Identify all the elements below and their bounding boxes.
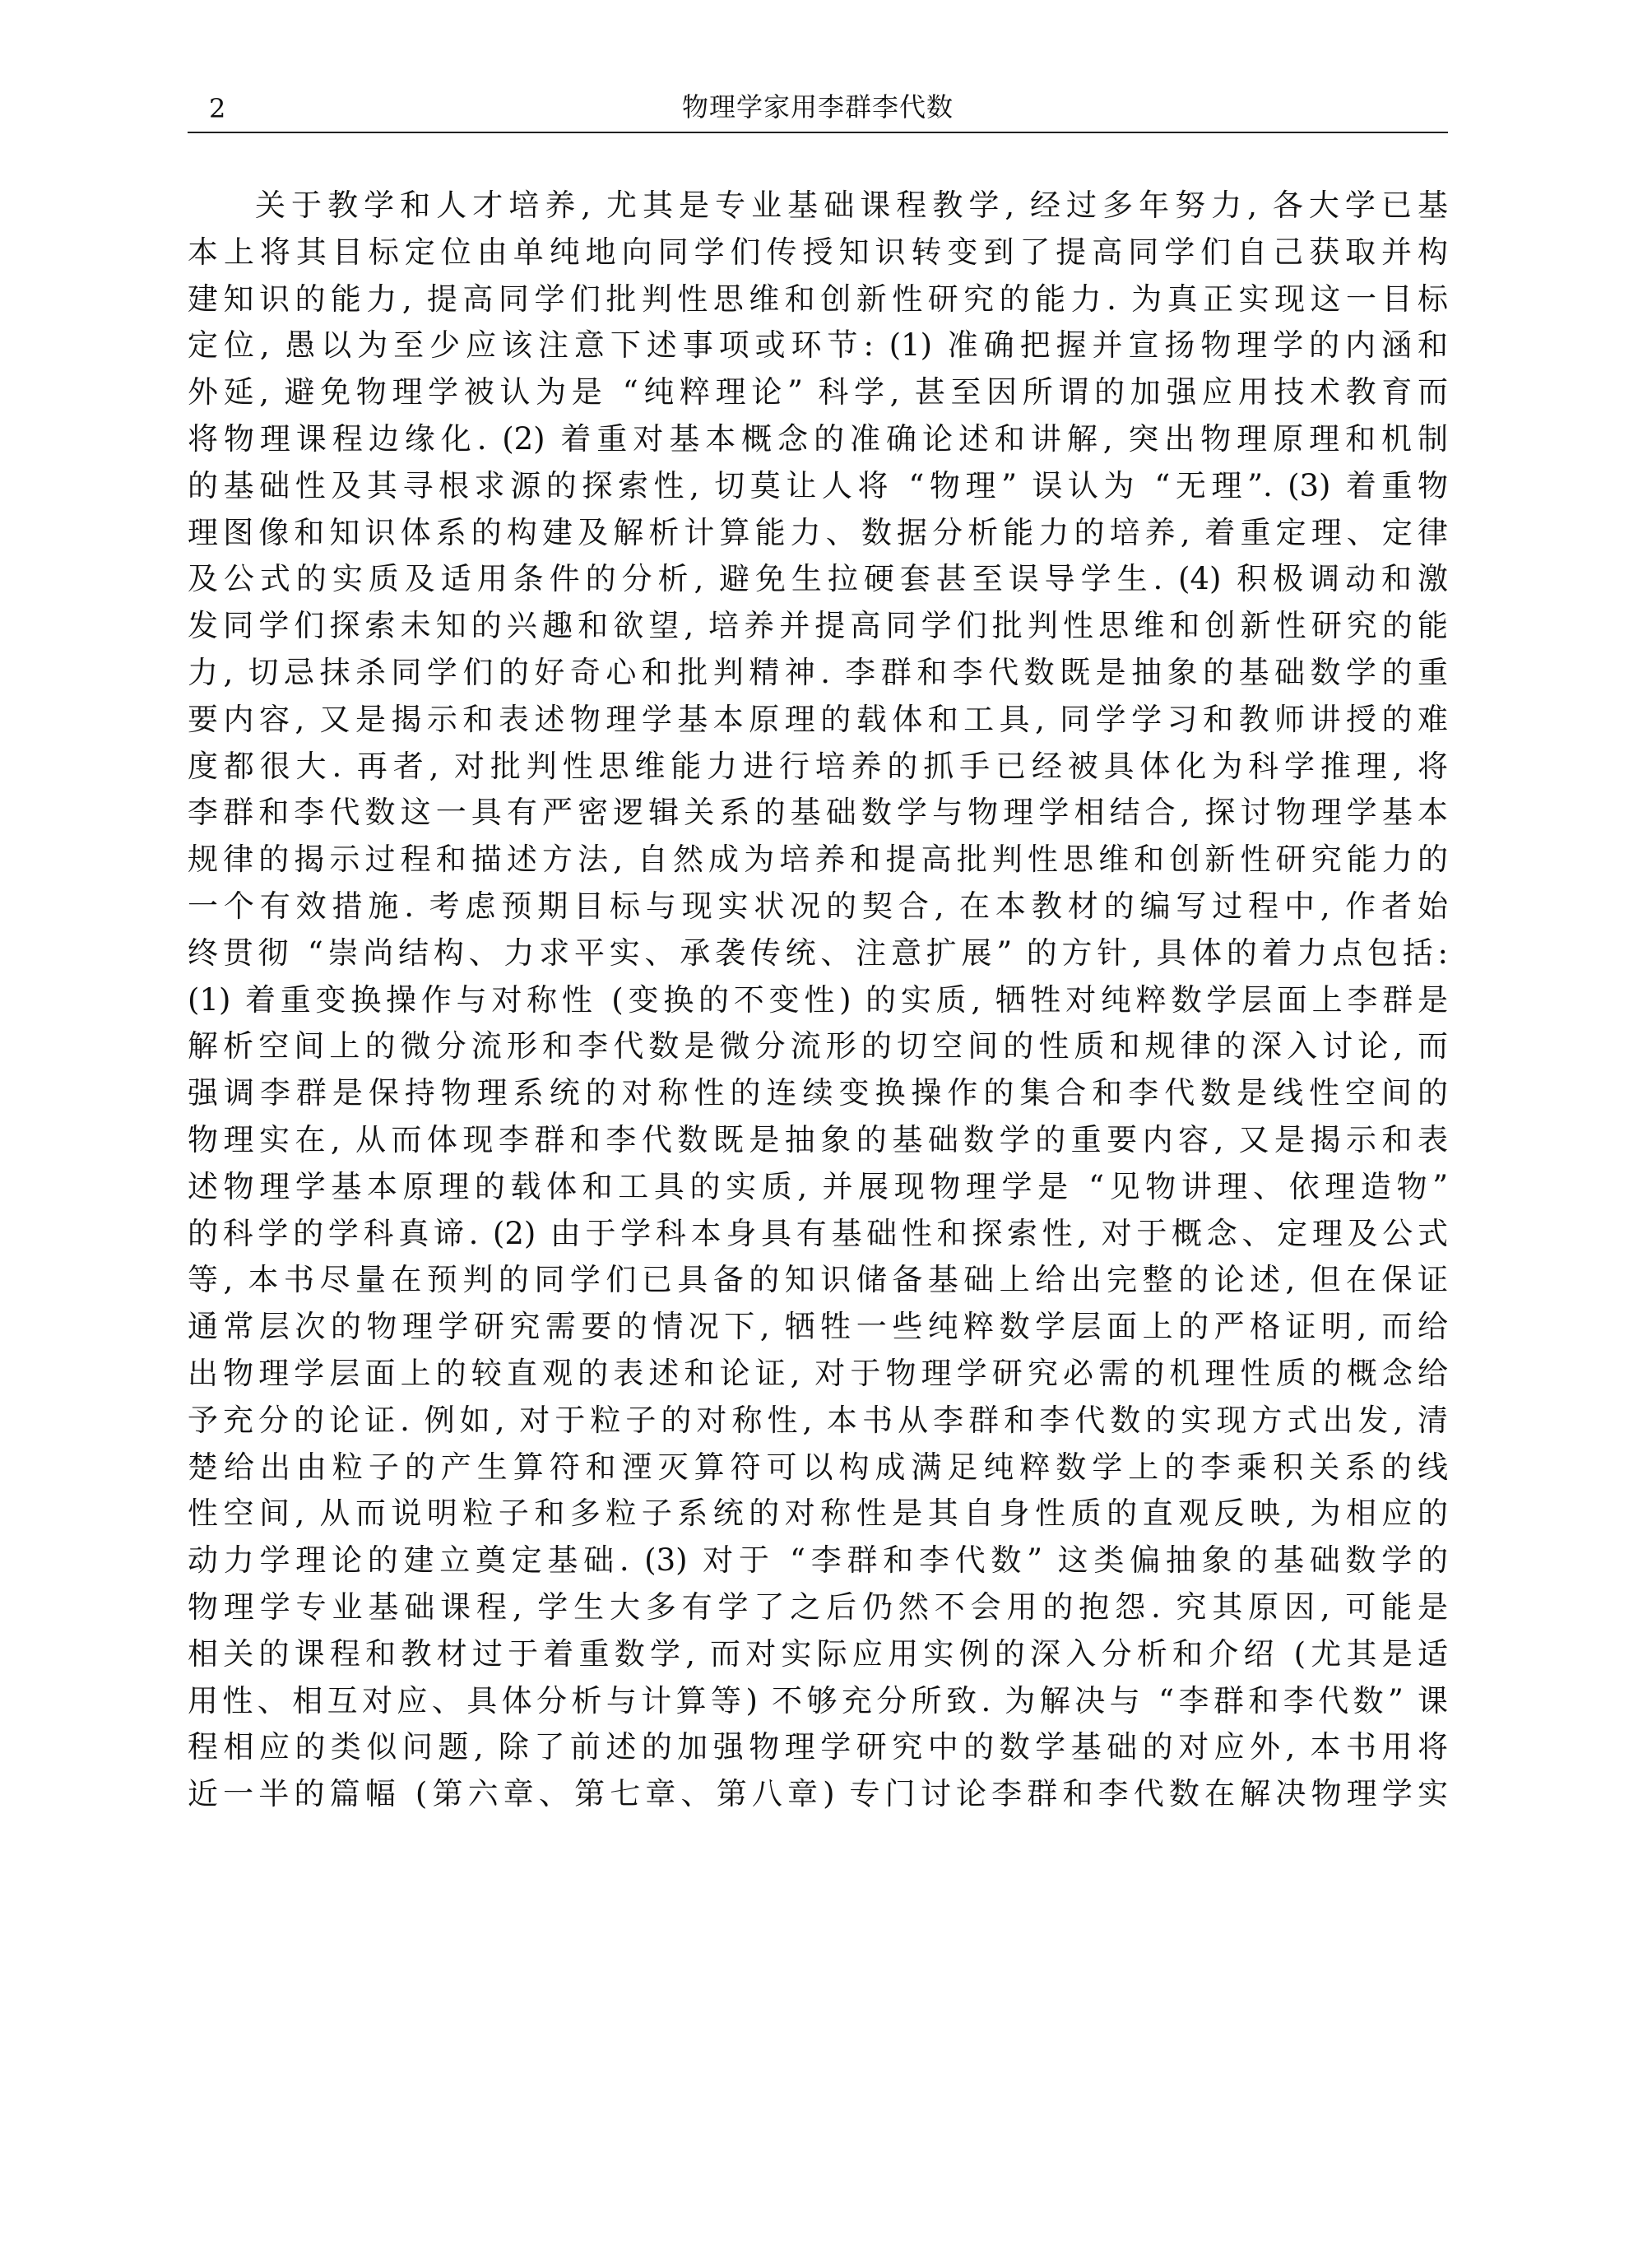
body-line: 关于教学和人才培养, 尤其是专业基础课程教学, 经过多年努力, 各大学已基 [255,188,1448,223]
body-line: 规律的揭示过程和描述方法, 自然成为培养和提高批判性思维和创新性研究能力的 [188,842,1448,878]
body-paragraph [188,183,1448,1818]
body-line: 及公式的实质及适用条件的分析, 避免生拉硬套甚至误导学生. (4) 积极调动和激 [188,561,1448,597]
body-line: 出物理学层面上的较直观的表述和论证, 对于物理学研究必需的机理性质的概念给 [188,1355,1448,1391]
body-line: 楚给出由粒子的产生算符和湮灭算符可以构成满足纯粹数学上的李乘积关系的线 [188,1449,1448,1485]
body-line: 外延, 避免物理学被认为是 “纯粹理论” 科学, 甚至因所谓的加强应用技术教育而 [188,374,1448,410]
body-line: 强调李群是保持物理系统的对称性的连续变换操作的集合和李代数是线性空间的 [188,1075,1448,1111]
body-line: 相关的课程和教材过于着重数学, 而对实际应用实例的深入分析和介绍 (尤其是适 [188,1635,1448,1672]
body-line: 解析空间上的微分流形和李代数是微分流形的切空间的性质和规律的深入讨论, 而 [188,1028,1448,1064]
body-line: 予充分的论证. 例如, 对于粒子的对称性, 本书从李群和李代数的实现方式出发, 清 [188,1402,1448,1438]
body-line: 物理实在, 从而体现李群和李代数既是抽象的基础数学的重要内容, 又是揭示和表 [188,1121,1448,1157]
running-title: 物理学家用李群李代数 [681,91,954,123]
body-line: 李群和李代数这一具有严密逻辑关系的基础数学与物理学相结合, 探讨物理学基本 [188,795,1448,831]
body-line: 终贯彻 “崇尚结构、力求平实、承袭传统、注意扩展” 的方针, 具体的着力点包括: [188,935,1448,971]
body-line: 动力学理论的建立奠定基础. (3) 对于 “李群和李代数” 这类偏抽象的基础数学的 [188,1542,1448,1579]
body-line: 述物理学基本原理的载体和工具的实质, 并展现物理学是 “见物讲理、依理造物” [188,1168,1448,1204]
body-line: 力, 切忌抹杀同学们的好奇心和批判精神. 李群和李代数既是抽象的基础数学的重 [188,654,1448,690]
page-header [188,86,1448,133]
body-line: 定位, 愚以为至少应该注意下述事项或环节: (1) 准确把握并宣扬物理学的内涵和 [188,327,1448,364]
page-number: 2 [209,93,226,124]
body-line: 用性、相互对应、具体分析与计算等) 不够充分所致. 为解决与 “李群和李代数” 课 [188,1682,1448,1718]
body-line: 近一半的篇幅 (第六章、第七章、第八章) 专门讨论李群和李代数在解决物理学实 [188,1776,1448,1812]
body-line: 一个有效措施. 考虑预期目标与现实状况的契合, 在本教材的编写过程中, 作者始 [188,888,1448,924]
body-line: 通常层次的物理学研究需要的情况下, 牺牲一些纯粹数学层面上的严格证明, 而给 [188,1309,1448,1345]
body-line: 度都很大. 再者, 对批判性思维能力进行培养的抓手已经被具体化为科学推理, 将 [188,748,1448,784]
body-line: 理图像和知识体系的构建及解析计算能力、数据分析能力的培养, 着重定理、定律 [188,514,1448,550]
body-line: 将物理课程边缘化. (2) 着重对基本概念的准确论述和讲解, 突出物理原理和机制 [188,420,1448,457]
body-line: 发同学们探索未知的兴趣和欲望, 培养并提高同学们批判性思维和创新性研究的能 [188,608,1448,644]
body-line: 建知识的能力, 提高同学们批判性思维和创新性研究的能力. 为真正实现这一目标 [188,281,1448,317]
body-line: 要内容, 又是揭示和表述物理学基本原理的载体和工具, 同学学习和教师讲授的难 [188,701,1448,737]
body-line: 性空间, 从而说明粒子和多粒子系统的对称性是其自身性质的直观反映, 为相应的 [188,1496,1448,1532]
body-line: (1) 着重变换操作与对称性 (变换的不变性) 的实质, 牺牲对纯粹数学层面上李群是 [188,981,1448,1018]
body-line: 的科学的学科真谛. (2) 由于学科本身具有基础性和探索性, 对于概念、定理及公式 [188,1215,1448,1251]
body-line: 的基础性及其寻根求源的探索性, 切莫让人将 “物理” 误认为 “无理”. (3) 着重物 [188,467,1448,503]
body-line: 等, 本书尽量在预判的同学们已具备的知识储备基础上给出完整的论述, 但在保证 [188,1262,1448,1298]
body-line: 物理学专业基础课程, 学生大多有学了之后仍然不会用的抱怨. 究其原因, 可能是 [188,1588,1448,1625]
body-line: 程相应的类似问题, 除了前述的加强物理学研究中的数学基础的对应外, 本书用将 [188,1729,1448,1765]
body-line: 本上将其目标定位由单纯地向同学们传授知识转变到了提高同学们自己获取并构 [188,234,1448,270]
